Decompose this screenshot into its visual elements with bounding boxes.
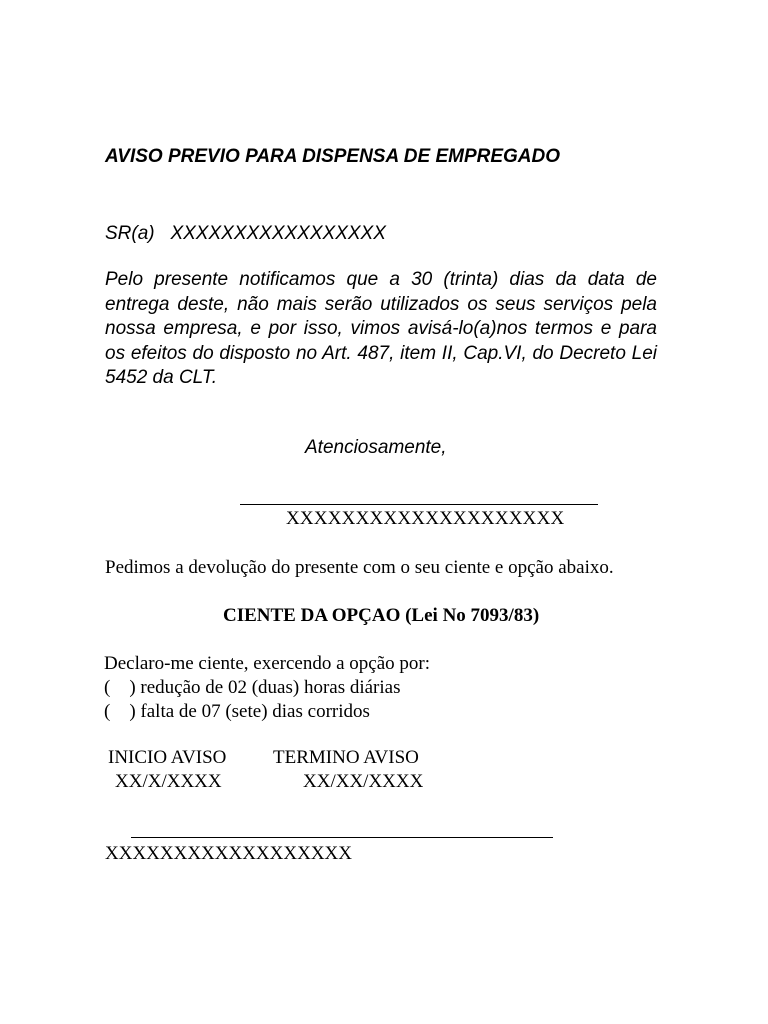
document-title: AVISO PREVIO PARA DISPENSA DE EMPREGADO	[105, 146, 561, 167]
employee-signature-name: XXXXXXXXXXXXXXXXXX	[105, 843, 352, 864]
employer-signature-line	[240, 504, 598, 505]
option-reduced-hours: ( ) redução de 02 (duas) horas diárias	[104, 677, 401, 698]
notice-body: Pelo presente notificamos que a 30 (trinta) dias da data de entrega deste, não mais serão utilizados os seus serviços pela nossa empresa, e por isso, vimos avisá-lo(a)nos termos e para os efeitos do disposto no Art. 487, item II, Cap.VI, do Decreto Lei 5452 da CLT.	[105, 269, 657, 388]
ciente-heading: CIENTE DA OPÇAO (Lei No 7093/83)	[223, 605, 540, 626]
return-request-text: Pedimos a devolução do presente com o seu ciente e opção abaixo.	[105, 557, 614, 578]
declaration-text: Declaro-me ciente, exercendo a opção por:	[104, 653, 430, 674]
closing-text: Atenciosamente,	[305, 437, 447, 458]
option-days-off: ( ) falta de 07 (sete) dias corridos	[104, 701, 370, 722]
inicio-aviso-value: XX/X/XXXX	[115, 771, 222, 792]
recipient-line: SR(a) XXXXXXXXXXXXXXXXX	[105, 223, 386, 244]
employee-signature-line	[131, 837, 553, 838]
inicio-aviso-label: INICIO AVISO	[108, 747, 227, 768]
termino-aviso-label: TERMINO AVISO	[273, 747, 419, 768]
termino-aviso-value: XX/XX/XXXX	[303, 771, 424, 792]
employer-signature-name: XXXXXXXXXXXXXXXXXXXX	[286, 508, 565, 529]
